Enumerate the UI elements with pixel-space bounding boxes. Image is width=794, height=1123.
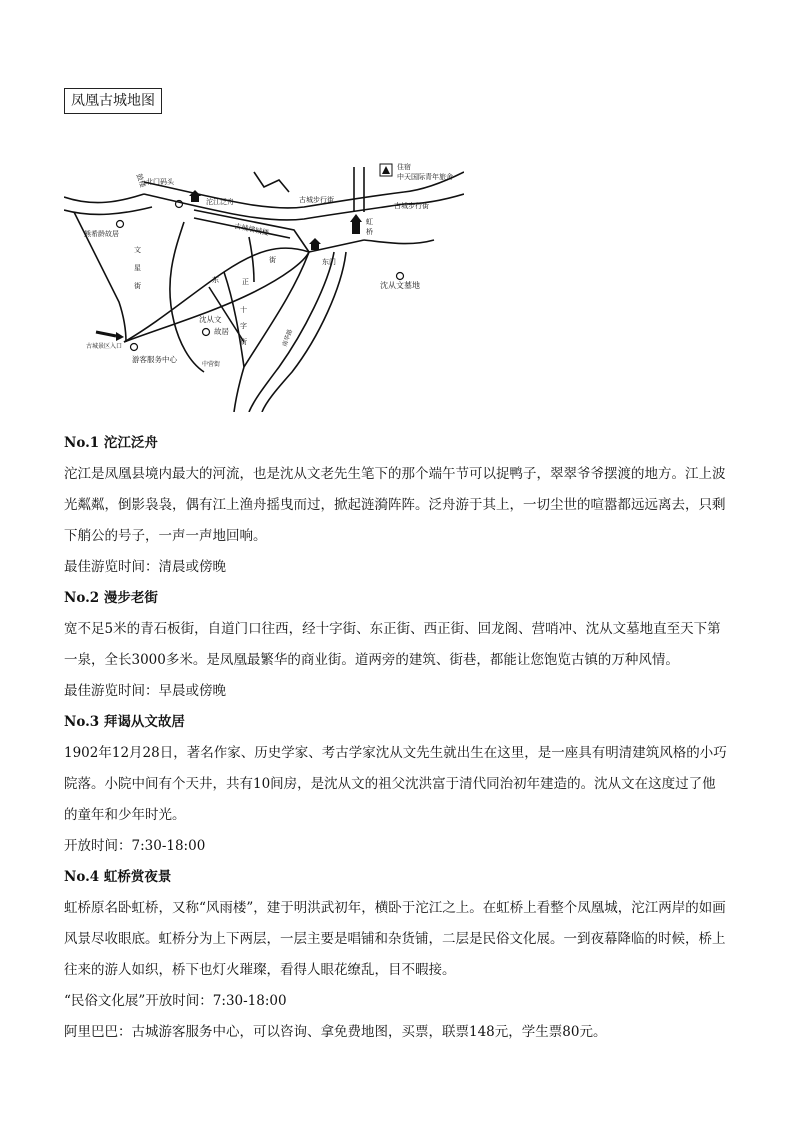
label-zhonghe: 中营街 [202, 361, 221, 368]
label-cross-2: 字 [240, 322, 247, 330]
section-1-body: 沱江是凤凰县境内最大的河流，也是沈从文老先生笔下的那个端午节可以捉鸭子，翠翠爷爷摆渡的地方。江上波光粼粼，倒影袅袅，偶有江上渔舟摇曳而过，掀起涟漪阵阵。泛舟游于其上，一切尘世的喧嚣都远远离去，只剩下艄公的号子，一声一声地回响。 [64, 466, 726, 544]
label-drum: 鼓楼 [134, 172, 147, 189]
label-tomb: 沈从文墓地 [380, 281, 420, 290]
label-north-gate: 北门码头 [146, 178, 174, 186]
label-shenres-2: 故居 [214, 327, 229, 336]
label-rainbow-2: 桥 [366, 228, 373, 236]
label-tuojiang: 沱江泛舟 [206, 198, 234, 206]
map-drawing [64, 152, 464, 412]
label-visitor: 游客服务中心 [132, 355, 177, 364]
section-3-body: 1902年12月28日，著名作家、历史学家、考古学家沈从文先生就出生在这里，是一座具有明清建筑风格的小巧院落。小院中间有个天井，共有10间房，是沈从文的祖父沈洪富于清代同治初年建造的。沈从文在这度过了他的童年和少年时光。 [64, 745, 727, 823]
section-4-body: 虹桥原名卧虹桥，又称“风雨楼”，建于明洪武初年，横卧于沱江之上。在虹桥上看整个凤凰城，沱江两岸的如画风景尽收眼底。虹桥分为上下两层，一层主要是唱铺和杂货铺，二层是民俗文化展。一到夜幕降临的时候，桥上往来的游人如织，桥下也灯火璀璨，看得人眼花缭乱，目不暇接。 [64, 900, 726, 978]
tower-icon-east-gate [309, 238, 321, 250]
entrance-arrow-icon [96, 332, 124, 341]
section-4-heading: No.4 虹桥赏夜景 [64, 869, 172, 885]
tower-icon-rainbow [350, 214, 362, 234]
label-wenxing-1: 文 [134, 246, 141, 254]
ancient-city-map [64, 152, 464, 412]
label-rainbow-1: 虹 [366, 218, 373, 226]
section-2-note: 最佳游览时间：早晨或傍晚 [64, 683, 226, 699]
road-west-2 [64, 207, 152, 214]
label-dz-1: 东 [212, 276, 219, 284]
label-city-wall: 古城墙城楼 [233, 222, 270, 238]
label-hotel-1: 住宿 [397, 163, 411, 171]
label-cross-1: 十 [240, 306, 247, 314]
label-walk-2: 古城步行街 [394, 202, 429, 210]
label-wenxing-2: 星 [134, 264, 141, 272]
tip-text: 阿里巴巴：古城游客服务中心，可以咨询、拿免费地图，买票，联票148元，学生票80元。 [64, 1024, 607, 1040]
section-1-heading: No.1 沱江泛舟 [64, 435, 158, 451]
label-dz-3: 街 [269, 256, 276, 264]
label-cross-3: 街 [240, 338, 247, 346]
section-1-note: 最佳游览时间：清晨或傍晚 [64, 559, 226, 575]
marker-tomb-icon [397, 273, 404, 280]
section-2-body: 宽不足5米的青石板街，自道门口往西，经十字街、东正街、西正街、回龙阁、营哨冲、沈从文墓地直至天下第一泉，全长3000多米。是凤凰最繁华的商业街。道两旁的建筑、街巷，都能让您饱览古镇的万种风情。 [64, 621, 721, 668]
map-title: 凤凰古城地图 [64, 88, 162, 114]
label-dz-2: 正 [242, 278, 249, 286]
label-entrance: 古城景区入口 [86, 343, 123, 350]
label-xiong: 熊希龄故居 [84, 230, 119, 238]
marker-xiong-icon [117, 221, 124, 228]
guide-content [64, 428, 728, 1048]
section-3-heading: No.3 拜谒从文故居 [64, 714, 185, 730]
label-south-road: 南华路 [281, 328, 295, 348]
section-3-note: 开放时间：7:30-18:00 [64, 838, 206, 854]
section-4-note: “民俗文化展”开放时间：7:30-18:00 [64, 993, 287, 1009]
road-west [64, 194, 144, 203]
label-east-gate: 东门 [322, 258, 336, 266]
label-wenxing-3: 街 [134, 282, 141, 290]
label-hotel-2: 中天国际青年旅舍 [397, 173, 453, 181]
section-2-heading: No.2 漫步老街 [64, 590, 158, 606]
label-walk-1: 古城步行街 [299, 196, 334, 204]
label-shenres-1: 沈从文 [199, 315, 222, 324]
